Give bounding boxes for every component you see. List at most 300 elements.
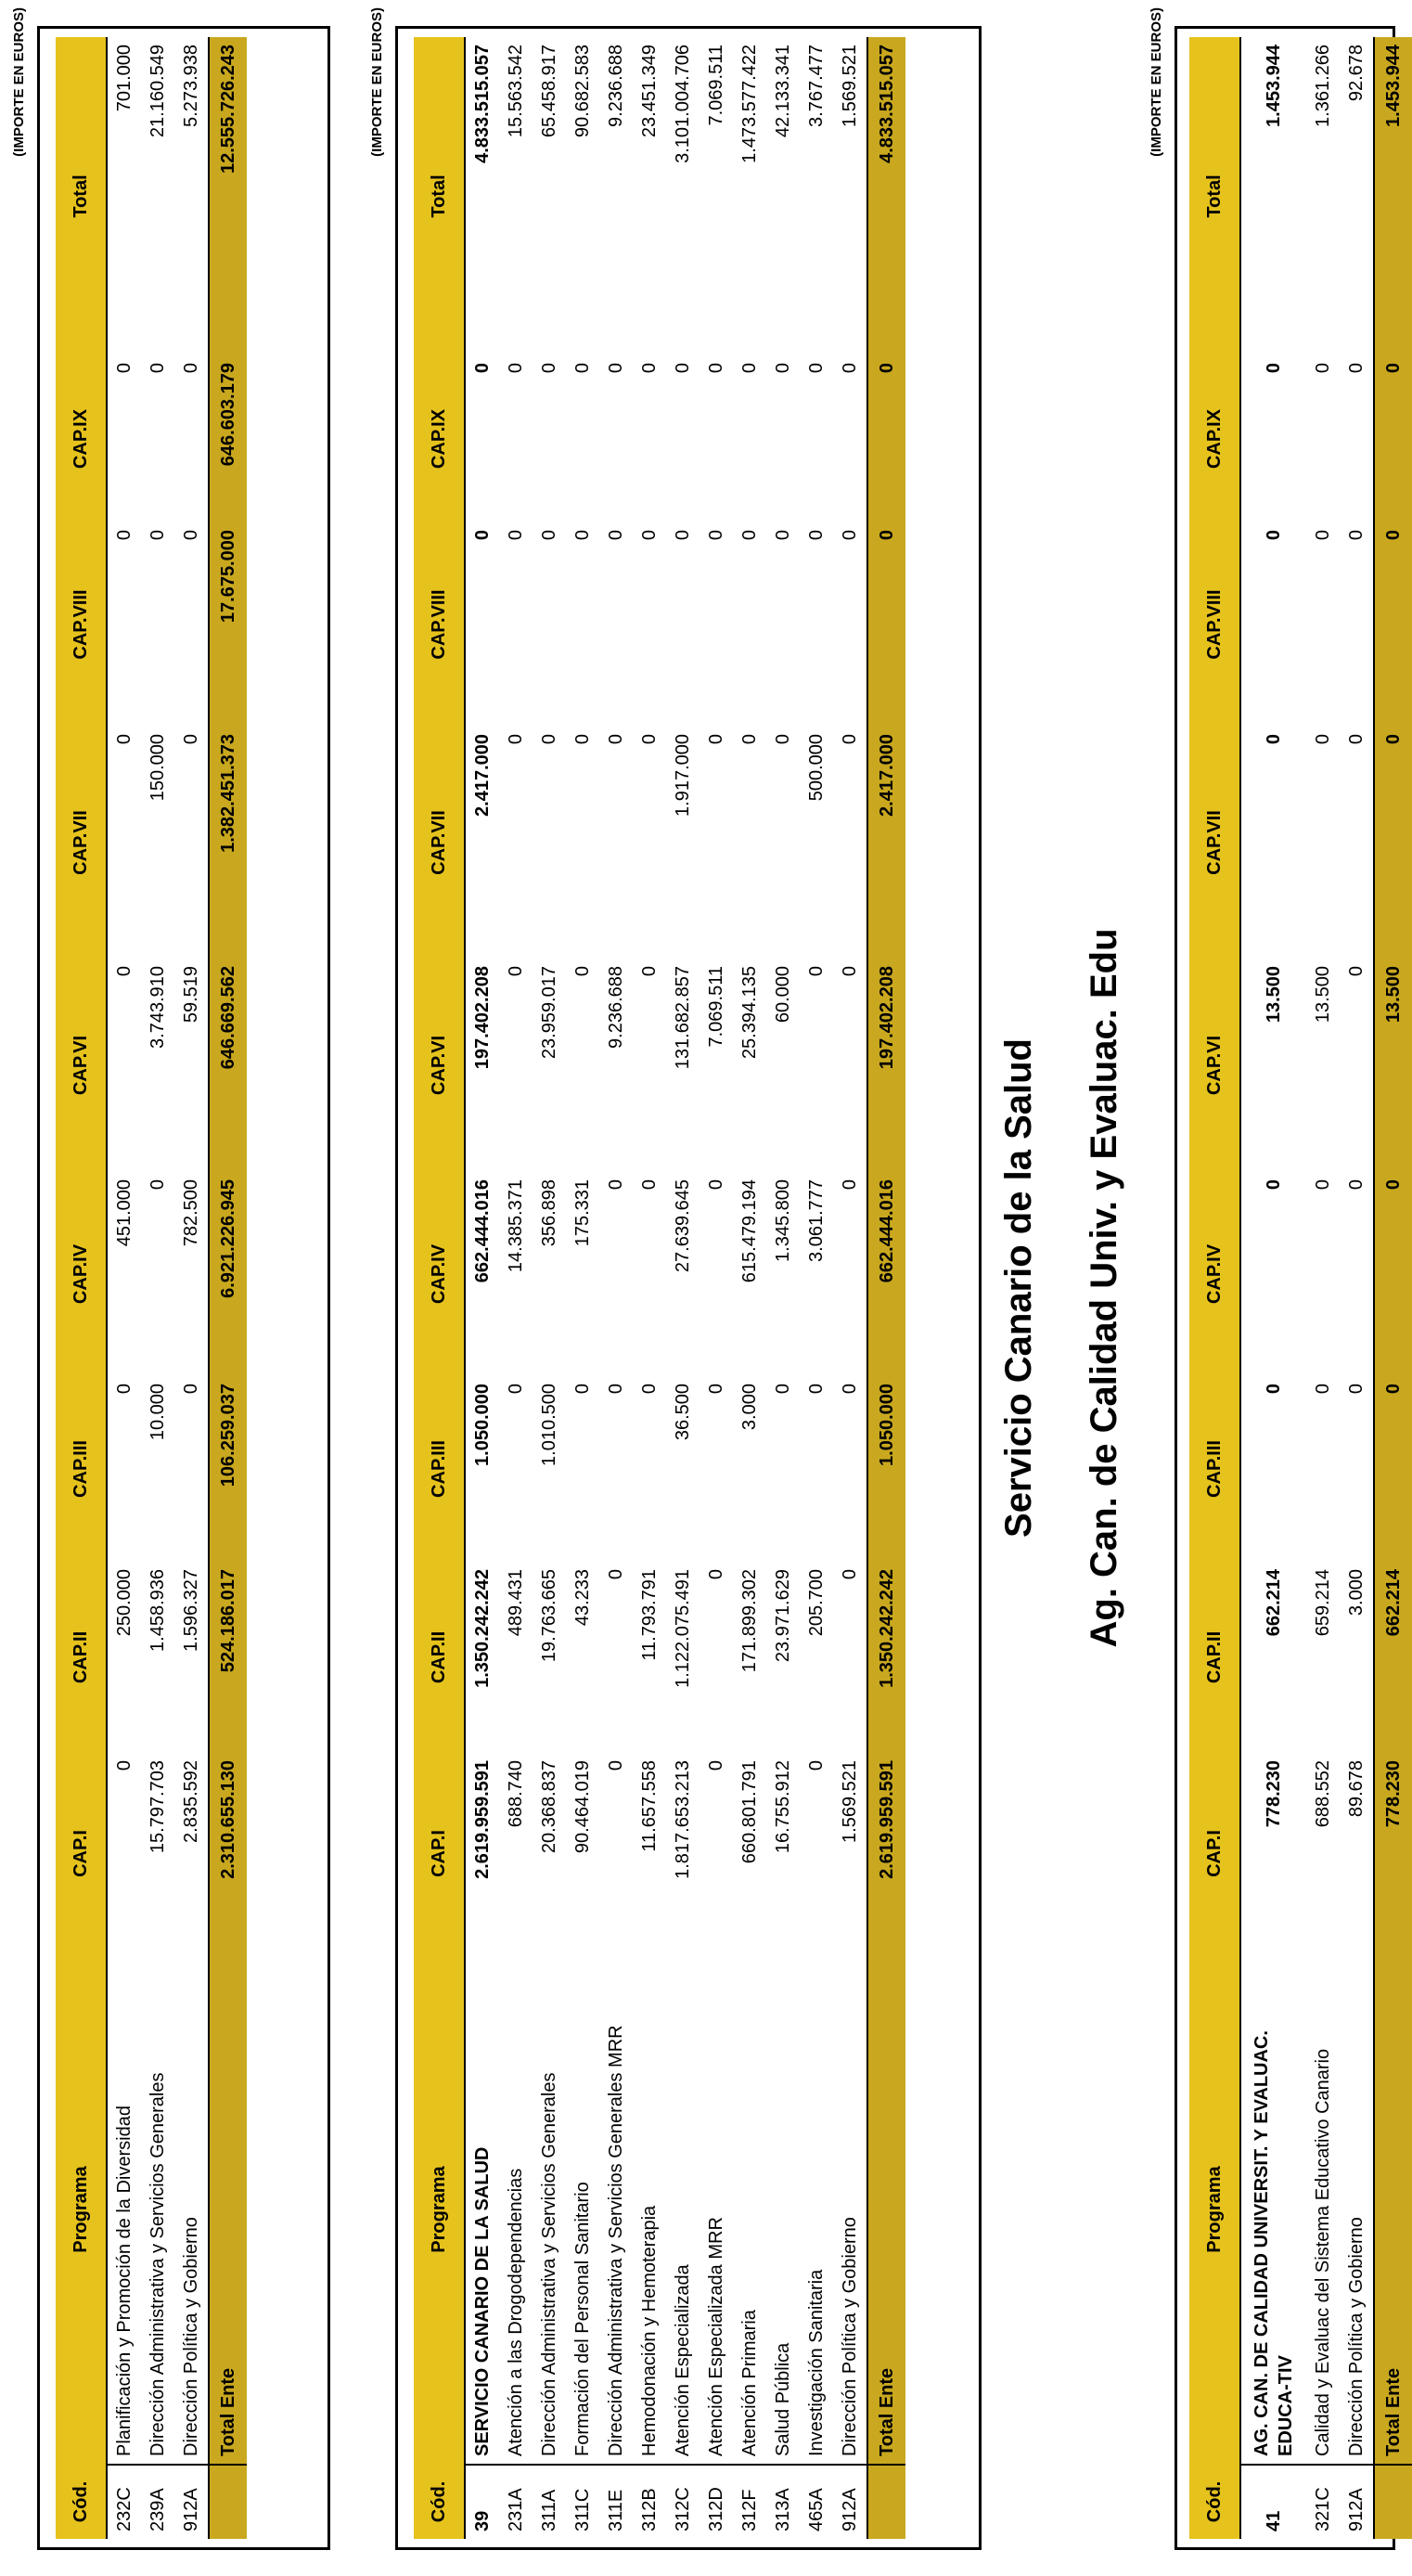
row-code: 321C <box>1306 2465 1340 2539</box>
row-value: 0 <box>505 363 526 374</box>
row-value: 0 <box>605 1569 626 1580</box>
total-row <box>1374 37 1412 2539</box>
row-value: 0 <box>180 530 201 541</box>
table-row <box>700 37 733 2539</box>
column-header: Total <box>1189 37 1240 355</box>
table-row <box>533 37 566 2539</box>
row-value: 11.657.558 <box>638 1760 660 1852</box>
row-value: 0 <box>1345 363 1367 374</box>
column-header: CAP.VII <box>56 727 107 959</box>
column-header: CAP.IX <box>56 355 107 522</box>
row-code: 39 <box>465 2465 499 2539</box>
row-program: Atención Especializada <box>672 2264 693 2456</box>
table3-header-row <box>1189 37 1240 2539</box>
total-row <box>209 37 247 2539</box>
row-value: 25.394.135 <box>738 966 760 1060</box>
row-value: 0 <box>571 734 593 745</box>
row-code: 239A <box>141 2465 174 2539</box>
total-value: 4.833.515.057 <box>867 37 905 355</box>
total-value: 0 <box>1374 355 1412 522</box>
row-value: 0 <box>471 530 493 541</box>
row-value: 1.569.521 <box>839 45 860 127</box>
table-row <box>599 37 633 2539</box>
row-program: Dirección Administrativa y Servicios Generales MRR <box>605 2025 626 2456</box>
row-code: 313A <box>766 2465 800 2539</box>
row-value: 42.133.341 <box>772 45 793 138</box>
band-table3 <box>1143 0 1404 2576</box>
row-value: 0 <box>672 530 693 541</box>
row-value: 0 <box>538 734 559 745</box>
total-value: 1.050.000 <box>867 1376 905 1562</box>
row-value: 0 <box>772 1384 793 1395</box>
table-row <box>766 37 800 2539</box>
total-value: 6.921.226.945 <box>209 1172 247 1376</box>
total-value: 1.350.242.242 <box>867 1562 905 1753</box>
row-value: 3.101.004.706 <box>672 45 693 163</box>
band-table1 <box>0 0 343 2576</box>
row-program: AG. CAN. DE CALIDAD UNIVERSIT. Y EVALUAC. EDUCA-TIV <box>1252 2030 1296 2456</box>
row-value: 23.451.349 <box>638 45 660 138</box>
row-value: 500.000 <box>805 734 827 802</box>
row-program: Atención Primaria <box>738 2310 760 2456</box>
total-value: 197.402.208 <box>867 959 905 1172</box>
row-value: 0 <box>1345 966 1367 977</box>
row-value: 1.345.800 <box>772 1179 793 1262</box>
row-program: Formación del Personal Sanitario <box>571 2182 593 2456</box>
total-value: 646.669.562 <box>209 959 247 1172</box>
row-value: 615.479.194 <box>738 1179 760 1283</box>
row-value: 21.160.549 <box>147 45 168 138</box>
table-row <box>141 37 174 2539</box>
row-value: 20.368.837 <box>538 1760 559 1854</box>
row-value: 0 <box>738 734 760 745</box>
row-value: 0 <box>839 966 860 977</box>
row-value: 451.000 <box>113 1179 135 1247</box>
row-value: 0 <box>147 363 168 374</box>
row-value: 1.569.521 <box>839 1760 860 1843</box>
row-value: 1.817.653.213 <box>672 1760 693 1879</box>
column-header: CAP.I <box>414 1753 465 1954</box>
row-value: 3.767.477 <box>805 45 827 127</box>
table-row <box>465 37 499 2539</box>
row-value: 0 <box>538 363 559 374</box>
row-value: 0 <box>1263 1179 1284 1191</box>
importe-label: (IMPORTE EN EUROS) <box>11 7 27 157</box>
row-value: 0 <box>638 1384 660 1395</box>
row-value: 0 <box>605 734 626 745</box>
total-label: Total Ente <box>1374 1954 1412 2465</box>
row-value: 0 <box>772 530 793 541</box>
total-value: 2.417.000 <box>867 727 905 959</box>
column-header: CAP.VI <box>1189 959 1240 1172</box>
row-value: 0 <box>1263 363 1284 374</box>
row-value: 43.233 <box>571 1569 593 1627</box>
table3 <box>1189 37 1412 2539</box>
row-value: 0 <box>805 966 827 977</box>
column-header: Cód. <box>414 2465 465 2539</box>
row-value: 0 <box>1263 734 1284 745</box>
table-row <box>566 37 599 2539</box>
table2-body <box>465 37 905 2539</box>
column-header: Cód. <box>1189 2465 1240 2539</box>
row-value: 1.458.936 <box>147 1569 168 1652</box>
row-value: 0 <box>638 966 660 977</box>
row-value: 0 <box>605 530 626 541</box>
row-value: 688.552 <box>1312 1760 1333 1828</box>
column-header: Programa <box>56 1954 107 2465</box>
row-value: 0 <box>505 734 526 745</box>
row-value: 36.500 <box>672 1384 693 1441</box>
row-value: 3.061.777 <box>805 1179 827 1262</box>
table-row <box>107 37 141 2539</box>
row-code: 912A <box>833 2465 867 2539</box>
column-header: CAP.IV <box>414 1172 465 1376</box>
column-header: CAP.II <box>414 1562 465 1753</box>
row-program: Dirección Administrativa y Servicios Generales <box>147 2072 168 2456</box>
total-value: 1.453.944 <box>1374 37 1412 355</box>
row-value: 0 <box>113 1384 135 1395</box>
row-value: 0 <box>505 1384 526 1395</box>
row-value: 0 <box>505 966 526 977</box>
row-value: 197.402.208 <box>471 966 493 1070</box>
total-value: 17.675.000 <box>209 522 247 727</box>
total-value: 0 <box>1374 1172 1412 1376</box>
row-value: 0 <box>571 966 593 977</box>
row-value: 27.639.645 <box>672 1179 693 1273</box>
row-value: 0 <box>638 734 660 745</box>
total-value: 662.214 <box>1374 1562 1412 1753</box>
row-value: 782.500 <box>180 1179 201 1247</box>
row-value: 662.214 <box>1263 1569 1284 1637</box>
row-value: 0 <box>147 530 168 541</box>
row-value: 0 <box>705 530 726 541</box>
row-value: 60.000 <box>772 966 793 1024</box>
row-value: 660.801.791 <box>738 1760 760 1864</box>
row-value: 0 <box>738 363 760 374</box>
row-value: 688.740 <box>505 1760 526 1828</box>
row-value: 9.236.688 <box>605 966 626 1049</box>
row-value: 2.619.959.591 <box>471 1760 493 1879</box>
column-header: CAP.VIII <box>1189 522 1240 727</box>
row-value: 0 <box>805 1760 827 1771</box>
total-value: 646.603.179 <box>209 355 247 522</box>
row-value: 0 <box>571 530 593 541</box>
row-value: 1.122.075.491 <box>672 1569 693 1688</box>
importe-label: (IMPORTE EN EUROS) <box>369 7 385 157</box>
table-row <box>666 37 700 2539</box>
row-value: 0 <box>571 363 593 374</box>
row-value: 778.230 <box>1263 1760 1284 1828</box>
row-value: 205.700 <box>805 1569 827 1637</box>
row-program: Dirección Administrativa y Servicios Generales <box>538 2072 559 2456</box>
column-header: CAP.IX <box>1189 355 1240 522</box>
row-value: 0 <box>1263 1384 1284 1395</box>
column-header: CAP.VII <box>414 727 465 959</box>
row-value: 0 <box>180 734 201 745</box>
row-value: 0 <box>805 363 827 374</box>
row-value: 0 <box>705 734 726 745</box>
row-value: 0 <box>839 1569 860 1580</box>
row-program: SERVICIO CANARIO DE LA SALUD <box>471 2146 493 2456</box>
column-header: CAP.IV <box>56 1172 107 1376</box>
row-value: 0 <box>605 1179 626 1191</box>
row-program: Dirección Política y Gobierno <box>1345 2217 1367 2456</box>
row-value: 489.431 <box>505 1569 526 1637</box>
row-program: Dirección Política y Gobierno <box>839 2217 860 2456</box>
row-value: 0 <box>605 1384 626 1395</box>
row-value: 0 <box>839 1179 860 1191</box>
row-value: 0 <box>1345 1384 1367 1395</box>
row-value: 0 <box>805 1384 827 1395</box>
row-value: 0 <box>113 530 135 541</box>
row-value: 0 <box>571 1384 593 1395</box>
table2-header-row <box>414 37 465 2539</box>
row-value: 0 <box>839 1384 860 1395</box>
row-value: 0 <box>1345 530 1367 541</box>
row-value: 19.763.665 <box>538 1569 559 1663</box>
total-value: 0 <box>867 355 905 522</box>
row-value: 1.350.242.242 <box>471 1569 493 1688</box>
table-row <box>800 37 833 2539</box>
column-header: Total <box>56 37 107 355</box>
row-value: 10.000 <box>147 1384 168 1441</box>
row-value: 1.010.500 <box>538 1384 559 1466</box>
importe-label: (IMPORTE EN EUROS) <box>1149 7 1164 157</box>
row-code: 41 <box>1240 2465 1306 2539</box>
row-value: 23.959.017 <box>538 966 559 1060</box>
table3-body <box>1240 37 1412 2539</box>
total-code-cell <box>867 2465 905 2539</box>
row-value: 3.743.910 <box>147 966 168 1049</box>
row-value: 0 <box>705 1569 726 1580</box>
row-value: 0 <box>705 1760 726 1771</box>
table1 <box>56 37 247 2539</box>
table-row <box>499 37 533 2539</box>
total-value: 0 <box>1374 522 1412 727</box>
row-value: 0 <box>1312 363 1333 374</box>
row-value: 89.678 <box>1345 1760 1367 1818</box>
row-value: 0 <box>672 363 693 374</box>
row-code: 912A <box>174 2465 209 2539</box>
table-row <box>174 37 209 2539</box>
row-value: 175.331 <box>571 1179 593 1247</box>
column-header: CAP.VII <box>1189 727 1240 959</box>
row-value: 9.236.688 <box>605 45 626 127</box>
table-row <box>833 37 867 2539</box>
table-row <box>1340 37 1374 2539</box>
row-value: 662.444.016 <box>471 1179 493 1283</box>
row-value: 13.500 <box>1263 966 1284 1024</box>
row-value: 150.000 <box>147 734 168 802</box>
row-value: 90.682.583 <box>571 45 593 138</box>
row-value: 1.596.327 <box>180 1569 201 1652</box>
total-value: 2.310.655.130 <box>209 1753 247 1954</box>
row-value: 0 <box>1345 734 1367 745</box>
row-value: 0 <box>1312 530 1333 541</box>
row-value: 0 <box>1263 530 1284 541</box>
row-value: 2.417.000 <box>471 734 493 817</box>
column-header: CAP.III <box>414 1376 465 1562</box>
row-value: 0 <box>738 530 760 541</box>
row-value: 0 <box>471 363 493 374</box>
table1-header-row <box>56 37 107 2539</box>
column-header: CAP.III <box>56 1376 107 1562</box>
row-value: 0 <box>605 363 626 374</box>
row-value: 0 <box>1312 1179 1333 1191</box>
column-header: CAP.VI <box>414 959 465 1172</box>
total-label: Total Ente <box>209 1954 247 2465</box>
table2 <box>414 37 905 2539</box>
row-value: 3.000 <box>1345 1569 1367 1616</box>
row-value: 5.273.938 <box>180 45 201 127</box>
total-value: 778.230 <box>1374 1753 1412 1954</box>
total-value: 13.500 <box>1374 959 1412 1172</box>
row-value: 0 <box>638 363 660 374</box>
column-header: Programa <box>1189 1954 1240 2465</box>
row-code: 311E <box>599 2465 633 2539</box>
row-value: 659.214 <box>1312 1569 1333 1637</box>
row-value: 0 <box>1312 1384 1333 1395</box>
row-value: 250.000 <box>113 1569 135 1637</box>
row-value: 2.835.592 <box>180 1760 201 1843</box>
row-code: 231A <box>499 2465 533 2539</box>
total-value: 106.259.037 <box>209 1376 247 1562</box>
row-value: 0 <box>638 1179 660 1191</box>
total-label: Total Ente <box>867 1954 905 2465</box>
row-value: 0 <box>505 530 526 541</box>
total-value: 2.619.959.591 <box>867 1753 905 1954</box>
row-value: 15.563.542 <box>505 45 526 138</box>
column-header: CAP.I <box>56 1753 107 1954</box>
row-program: Salud Pública <box>772 2342 793 2456</box>
row-value: 59.519 <box>180 966 201 1024</box>
row-value: 131.682.857 <box>672 966 693 1070</box>
row-value: 0 <box>705 1384 726 1395</box>
row-value: 0 <box>705 1179 726 1191</box>
row-value: 0 <box>772 363 793 374</box>
row-value: 171.899.302 <box>738 1569 760 1673</box>
row-value: 356.898 <box>538 1179 559 1247</box>
column-header: CAP.VI <box>56 959 107 1172</box>
row-value: 1.361.266 <box>1312 45 1333 127</box>
row-value: 3.000 <box>738 1384 760 1431</box>
row-value: 4.833.515.057 <box>471 45 493 163</box>
row-value: 7.069.511 <box>705 966 726 1048</box>
row-value: 1.453.944 <box>1263 45 1284 127</box>
section2-title: Servicio Canario de la Salud <box>998 1038 1039 1538</box>
row-code: 311A <box>533 2465 566 2539</box>
row-value: 90.464.019 <box>571 1760 593 1854</box>
row-value: 65.458.917 <box>538 45 559 138</box>
total-value: 662.444.016 <box>867 1172 905 1376</box>
band-table2 <box>360 0 991 2576</box>
table-row <box>733 37 766 2539</box>
total-value: 12.555.726.243 <box>209 37 247 355</box>
row-value: 1.473.577.422 <box>738 45 760 163</box>
total-code-cell <box>1374 2465 1412 2539</box>
row-value: 0 <box>1345 1179 1367 1191</box>
total-value: 0 <box>1374 727 1412 959</box>
total-value: 1.382.451.373 <box>209 727 247 959</box>
table-row <box>1306 37 1340 2539</box>
row-code: 312B <box>633 2465 666 2539</box>
row-value: 0 <box>113 1760 135 1771</box>
row-value: 0 <box>772 734 793 745</box>
row-value: 0 <box>638 530 660 541</box>
row-code: 912A <box>1340 2465 1374 2539</box>
column-header: CAP.VIII <box>56 522 107 727</box>
row-value: 701.000 <box>113 45 135 112</box>
row-value: 1.917.000 <box>672 734 693 817</box>
row-value: 16.755.912 <box>772 1760 793 1854</box>
row-value: 14.385.371 <box>505 1179 526 1273</box>
row-value: 0 <box>180 1384 201 1395</box>
column-header: CAP.II <box>1189 1562 1240 1753</box>
section3-title: Ag. Can. de Calidad Univ. y Evaluac. Edu <box>1084 928 1124 1648</box>
row-value: 13.500 <box>1312 966 1333 1024</box>
total-value: 0 <box>1374 1376 1412 1562</box>
row-value: 0 <box>839 734 860 745</box>
column-header: CAP.II <box>56 1562 107 1753</box>
row-value: 0 <box>113 734 135 745</box>
row-code: 465A <box>800 2465 833 2539</box>
column-header: CAP.I <box>1189 1753 1240 1954</box>
row-program: Calidad y Evaluac del Sistema Educativo Canario <box>1312 2048 1333 2456</box>
column-header: CAP.IV <box>1189 1172 1240 1376</box>
row-code: 311C <box>566 2465 599 2539</box>
column-header: CAP.IX <box>414 355 465 522</box>
row-value: 0 <box>538 530 559 541</box>
row-value: 92.678 <box>1345 45 1367 102</box>
row-code: 312F <box>733 2465 766 2539</box>
total-row <box>867 37 905 2539</box>
table-row <box>633 37 666 2539</box>
row-value: 0 <box>605 1760 626 1771</box>
row-program: Dirección Política y Gobierno <box>180 2217 201 2456</box>
column-header: CAP.III <box>1189 1376 1240 1562</box>
row-value: 11.793.791 <box>638 1569 660 1661</box>
row-value: 0 <box>180 363 201 374</box>
row-code: 312D <box>700 2465 733 2539</box>
table-row <box>1240 37 1306 2539</box>
row-value: 15.797.703 <box>147 1760 168 1854</box>
row-value: 0 <box>113 363 135 374</box>
row-value: 23.971.629 <box>772 1569 793 1663</box>
row-value: 0 <box>705 363 726 374</box>
row-program: Hemodonación y Hemoterapia <box>638 2205 660 2456</box>
row-value: 7.069.511 <box>705 45 726 126</box>
table1-body <box>107 37 247 2539</box>
row-value: 0 <box>805 530 827 541</box>
row-value: 0 <box>839 530 860 541</box>
column-header: Programa <box>414 1954 465 2465</box>
total-code-cell <box>209 2465 247 2539</box>
total-value: 0 <box>867 522 905 727</box>
row-program: Atención a las Drogodependencias <box>505 2168 526 2456</box>
row-value: 1.050.000 <box>471 1384 493 1466</box>
column-header: Cód. <box>56 2465 107 2539</box>
total-value: 524.186.017 <box>209 1562 247 1753</box>
row-code: 232C <box>107 2465 141 2539</box>
row-program: Investigación Sanitaria <box>805 2269 827 2456</box>
row-value: 0 <box>839 363 860 374</box>
row-code: 312C <box>666 2465 700 2539</box>
row-program: Planificación y Promoción de la Diversidad <box>113 2106 135 2456</box>
row-program: Atención Especializada MRR <box>705 2217 726 2456</box>
row-value: 0 <box>113 966 135 977</box>
row-value: 0 <box>1312 734 1333 745</box>
column-header: Total <box>414 37 465 355</box>
